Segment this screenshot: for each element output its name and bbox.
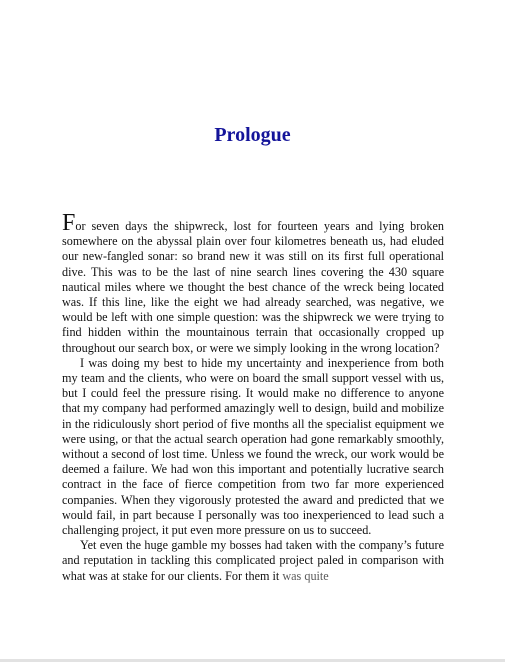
- paragraph-3-text: Yet even the huge gamble my bosses had taken with the company’s future and reputation in tackling this complicated project paled in comparison with what was at stake for our clients. For them it: [62, 538, 444, 583]
- paragraph-1: [62, 210, 444, 356]
- drop-cap: F: [62, 210, 76, 236]
- paragraph-3-faded-tail: was quite: [282, 568, 329, 583]
- paragraph-2: I was doing my best to hide my uncertainty and inexperience from both my team and the clients, who were on board the small support vessel with us, but I could feel the pressure rising. It would make no difference to anyone that my company had performed amazingly well to design, build and mobilize in the ridiculously short period of five months all the specialist equipment we were using, or that the actual search operation had gone remarkably smoothly, without a second of lost time. Unless we found the wreck, our work would be deemed a failure. We had won this important and potentially lucrative search contract in the face of fierce competition from two far more experienced companies. When they vigorously protested the award and predicted that we would fail, in part because I personally was too inexperienced to lead such a challenging project, it put even more pressure on us to succeed.: [62, 355, 444, 538]
- chapter-title: Prologue: [214, 124, 291, 146]
- paragraph-3: [62, 538, 444, 584]
- chapter-body: [62, 210, 444, 584]
- paragraph-1-text: or seven days the shipwreck, lost for fourteen years and lying broken somewhere on the abyssal plain over four kilometres beneath us, had eluded our new-fangled sonar: so brand new it was still on its first full operational dive. This was to be the last of nine search lines covering the 430 square nautical miles where we thought the best chance of the wreck being located was. If this line, like the eight we had already searched, was negative, we would be left with one simple question: was the shipwreck we were trying to find hidden within the mountainous terrain that occasionally cropped up throughout our search box, or were we simply looking in the wrong location?: [62, 219, 444, 355]
